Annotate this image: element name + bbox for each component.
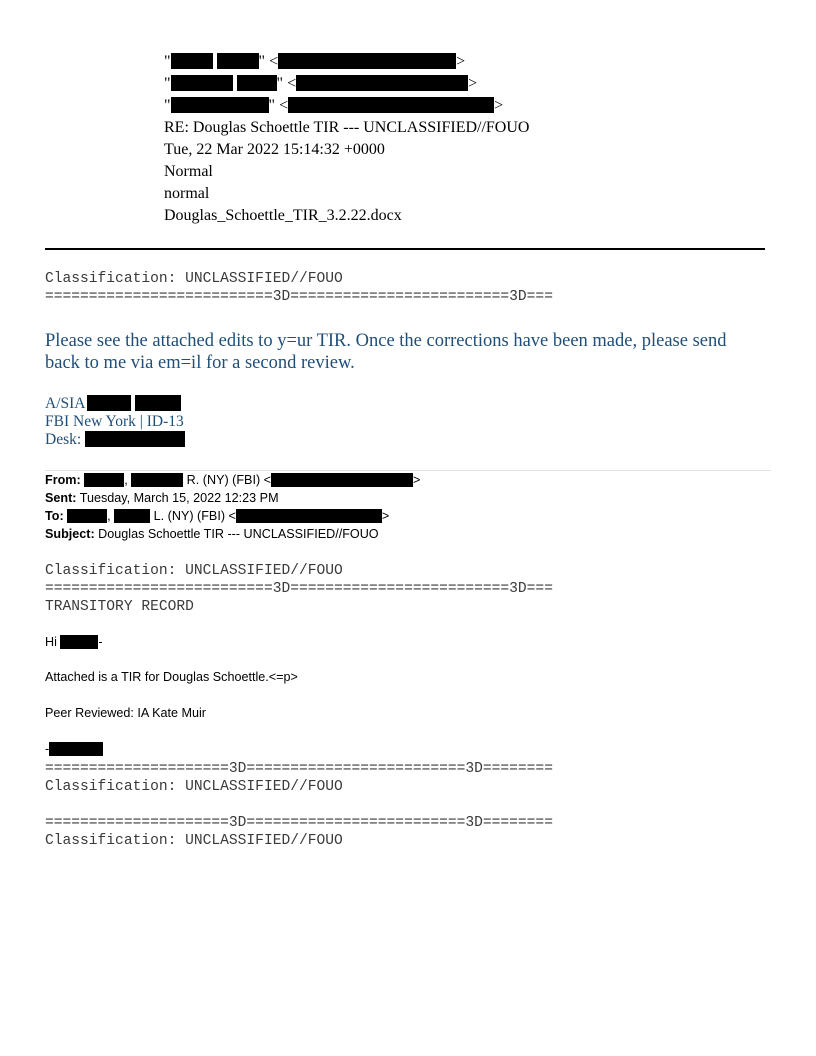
redaction bbox=[87, 395, 131, 411]
footer-separator: =====================3D=========================3D======== bbox=[45, 761, 553, 777]
orig-body-2: Peer Reviewed: IA Kate Muir bbox=[45, 706, 206, 720]
signature-desk: Desk: bbox=[45, 431, 185, 449]
footer-classification: Classification: UNCLASSIFIED//FOUO bbox=[45, 779, 343, 795]
orig-from-row: From: , R. (NY) (FBI) < > bbox=[45, 473, 421, 487]
redaction bbox=[135, 395, 181, 411]
redaction bbox=[171, 53, 213, 69]
redaction bbox=[271, 473, 413, 487]
signature-office: FBI New York | ID-13 bbox=[45, 413, 184, 430]
redaction bbox=[237, 75, 277, 91]
redaction bbox=[236, 509, 382, 523]
orig-body-1: Attached is a TIR for Douglas Schoettle.<=p> bbox=[45, 670, 298, 684]
orig-separator: ==========================3D=========================3D=== bbox=[45, 581, 553, 597]
redaction bbox=[131, 473, 183, 487]
attachment-filename: Douglas_Schoettle_TIR_3.2.22.docx bbox=[164, 207, 402, 224]
orig-to-row: To: , L. (NY) (FBI) < > bbox=[45, 509, 390, 523]
to-value: " " < > bbox=[164, 75, 478, 92]
reply-body-line-2: back to me via em=il for a second review. bbox=[45, 353, 355, 373]
signature-title: A/SIA bbox=[45, 395, 181, 413]
redaction bbox=[171, 97, 269, 113]
redaction bbox=[67, 509, 107, 523]
subject-value: RE: Douglas Schoettle TIR --- UNCLASSIFIED//FOUO bbox=[164, 119, 530, 136]
redaction bbox=[114, 509, 150, 523]
footer-classification-2: Classification: UNCLASSIFIED//FOUO bbox=[45, 833, 343, 849]
orig-classification: Classification: UNCLASSIFIED//FOUO bbox=[45, 563, 343, 579]
redaction bbox=[84, 473, 124, 487]
orig-sent-row: Sent: Tuesday, March 15, 2022 12:23 PM bbox=[45, 491, 279, 505]
header-divider bbox=[45, 248, 765, 250]
redaction bbox=[60, 635, 98, 649]
sign-off: - bbox=[45, 740, 103, 758]
transitory-record: TRANSITORY RECORD bbox=[45, 599, 194, 615]
footer-separator-2: =====================3D=========================3D======== bbox=[45, 815, 553, 831]
greeting: Hi - bbox=[45, 635, 103, 649]
date-value: Tue, 22 Mar 2022 15:14:32 +0000 bbox=[164, 141, 385, 158]
from-value: " " < > bbox=[164, 53, 466, 70]
reply-classification: Classification: UNCLASSIFIED//FOUO bbox=[45, 271, 343, 287]
cc-value: " " < > bbox=[164, 97, 504, 114]
priority-value: normal bbox=[164, 185, 210, 202]
reply-separator: ==========================3D=========================3D=== bbox=[45, 289, 553, 305]
orig-subject-row: Subject: Douglas Schoettle TIR --- UNCLASSIFIED//FOUO bbox=[45, 527, 379, 541]
redaction bbox=[171, 75, 233, 91]
redaction bbox=[288, 97, 494, 113]
redaction bbox=[217, 53, 259, 69]
redaction bbox=[296, 75, 468, 91]
redaction bbox=[278, 53, 456, 69]
redaction bbox=[49, 742, 103, 756]
redaction bbox=[85, 431, 185, 447]
reply-body-line-1: Please see the attached edits to y=ur TIR. Once the corrections have been made, please send bbox=[45, 331, 727, 351]
importance-value: Normal bbox=[164, 163, 213, 180]
